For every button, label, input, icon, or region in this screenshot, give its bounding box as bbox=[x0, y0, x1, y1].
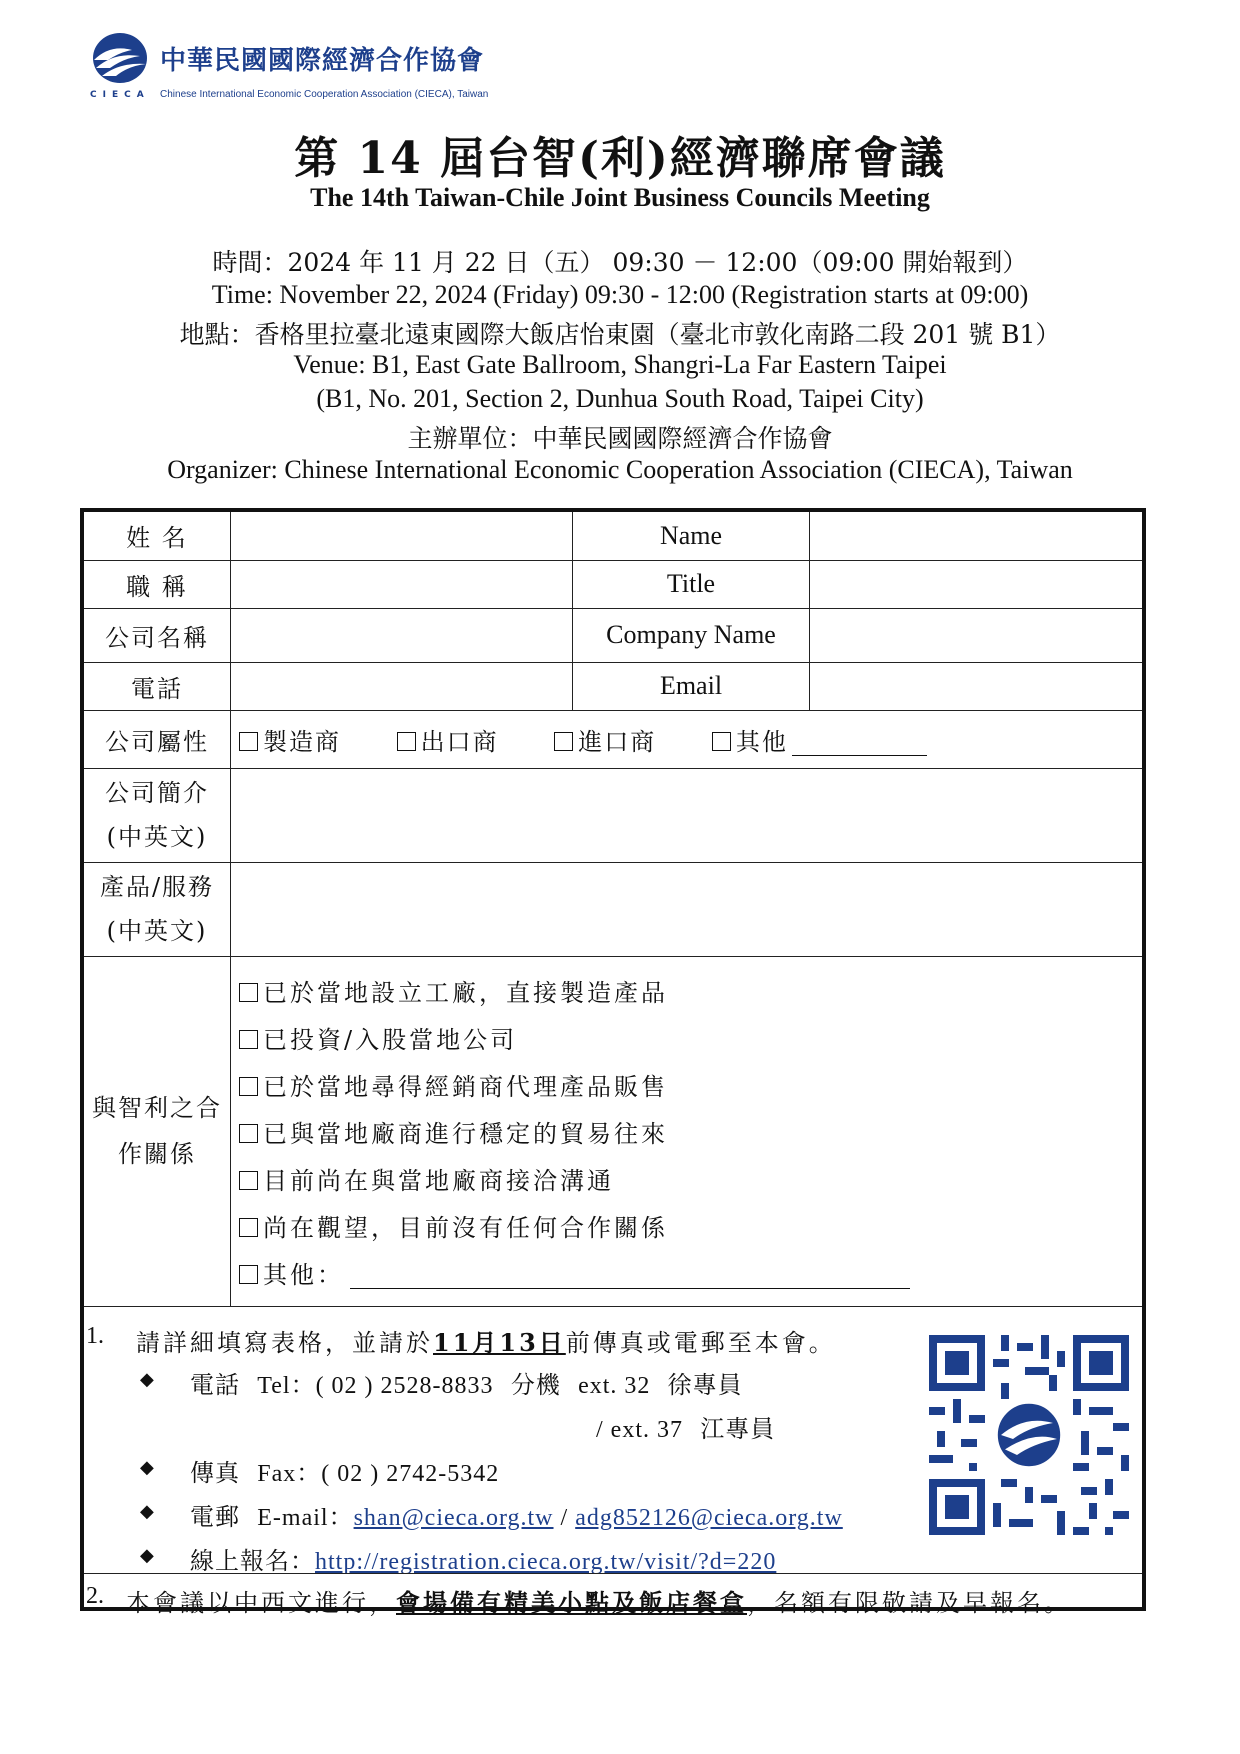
cieca-wave-icon bbox=[90, 30, 152, 86]
checkbox[interactable] bbox=[712, 732, 731, 751]
email-link-shan[interactable]: shan@cieca.org.tw bbox=[353, 1504, 554, 1531]
checkbox[interactable] bbox=[239, 732, 258, 751]
title-zh-label: 職 稱 bbox=[82, 560, 231, 608]
products-label: 產品/服務 (中英文) bbox=[82, 862, 231, 956]
name-en-label: Name bbox=[573, 510, 810, 560]
relation-option-stable-trade[interactable]: 已與當地廠商進行穩定的貿易往來 bbox=[239, 1114, 1134, 1149]
note-2: 本會議以中西文進行，會場備有精美小點及飯店餐盒，名額有限敬請及早報名。 bbox=[126, 1587, 1071, 1617]
contact-tel: 電話 Tel：( 02 ) 2528-8833 分機 ext. 32 徐專員 bbox=[190, 1370, 743, 1399]
checkbox[interactable] bbox=[239, 1077, 258, 1096]
registration-link[interactable]: http://registration.cieca.org.tw/visit/?d=220 bbox=[315, 1548, 777, 1575]
relation-option-negotiating[interactable]: 目前尚在與當地廠商接洽溝通 bbox=[239, 1161, 1134, 1196]
organizer-en: Organizer: Chinese International Economic Cooperation Association (CIECA), Taiwan bbox=[167, 455, 1073, 484]
note-1: 請詳細填寫表格，並請於11月13日前傳真或電郵至本會。 bbox=[136, 1327, 836, 1357]
relation-other-blank[interactable] bbox=[350, 1266, 910, 1289]
phone-field[interactable] bbox=[231, 662, 573, 710]
notes-divider bbox=[84, 1573, 1142, 1574]
notes-section bbox=[82, 1306, 1144, 1617]
note-2-number: 2. bbox=[86, 1582, 104, 1609]
qr-code-icon[interactable] bbox=[929, 1335, 1129, 1535]
checkbox[interactable] bbox=[554, 732, 573, 751]
logo-abbr: CIECA bbox=[90, 90, 150, 100]
page-title-en: The 14th Taiwan-Chile Joint Business Councils Meeting bbox=[310, 183, 930, 212]
products-field[interactable] bbox=[231, 862, 1145, 956]
organizer-zh: 主辦單位：中華民國國際經濟合作協會 bbox=[407, 424, 833, 453]
bullet-diamond-icon: ◆ bbox=[140, 1544, 154, 1566]
relation-option-other[interactable]: 其他： bbox=[239, 1255, 1134, 1290]
attr-option-other[interactable]: 其他 bbox=[712, 728, 788, 756]
name-zh-label: 姓 名 bbox=[82, 510, 231, 560]
attr-other-blank[interactable] bbox=[792, 735, 927, 756]
contact-email: 電郵 E-mail：shan@cieca.org.tw / adg852126@cieca.org.tw bbox=[190, 1502, 843, 1531]
venue-en-line1: Venue: B1, East Gate Ballroom, Shangri-La Far Eastern Taipei bbox=[293, 350, 947, 379]
chile-relation-label: 與智利之合 作關係 bbox=[82, 956, 231, 1306]
bullet-diamond-icon: ◆ bbox=[140, 1456, 154, 1478]
contact-tel-ext2: / ext. 37 江專員 bbox=[596, 1414, 776, 1443]
contact-fax: 傳真 Fax：( 02 ) 2742-5342 bbox=[190, 1458, 500, 1487]
title-en-field[interactable] bbox=[810, 560, 1145, 608]
relation-option-distributor[interactable]: 已於當地尋得經銷商代理產品販售 bbox=[239, 1067, 1134, 1102]
deadline-date: 11月13日 bbox=[433, 1327, 566, 1357]
relation-option-investment[interactable]: 已投資/入股當地公司 bbox=[239, 1020, 1134, 1055]
title-zh-field[interactable] bbox=[231, 560, 573, 608]
page-title-zh: 第 14 屆台智(利)經濟聯席會議 bbox=[294, 133, 946, 184]
relation-option-factory[interactable]: 已於當地設立工廠，直接製造產品 bbox=[239, 973, 1134, 1008]
attr-option-importer[interactable]: 進口商 bbox=[554, 728, 656, 756]
time-en: Time: November 22, 2024 (Friday) 09:30 - 12:00 (Registration starts at 09:00) bbox=[211, 280, 1029, 309]
company-attribute-options bbox=[231, 710, 1145, 768]
bullet-diamond-icon: ◆ bbox=[140, 1368, 154, 1390]
company-en-label: Company Name bbox=[573, 608, 810, 662]
company-profile-label: 公司簡介 (中英文) bbox=[82, 768, 231, 862]
phone-label: 電話 bbox=[82, 662, 231, 710]
title-en-label: Title bbox=[573, 560, 810, 608]
company-profile-field[interactable] bbox=[231, 768, 1145, 862]
checkbox[interactable] bbox=[239, 1218, 258, 1237]
note-2-highlight: 會場備有精美小點及飯店餐盒 bbox=[396, 1587, 747, 1617]
logo-name-zh: 中華民國國際經濟合作協會 bbox=[160, 46, 485, 76]
checkbox[interactable] bbox=[397, 732, 416, 751]
company-zh-label: 公司名稱 bbox=[82, 608, 231, 662]
online-registration: 線上報名：http://registration.cieca.org.tw/visit/?d=220 bbox=[190, 1546, 777, 1575]
email-field[interactable] bbox=[810, 662, 1145, 710]
registration-form bbox=[80, 508, 1146, 1617]
logo-name-en: Chinese International Economic Cooperation Association (CIECA), Taiwan bbox=[160, 89, 489, 100]
bullet-diamond-icon: ◆ bbox=[140, 1500, 154, 1522]
attr-option-exporter[interactable]: 出口商 bbox=[397, 728, 499, 756]
chile-relation-options bbox=[231, 956, 1145, 1306]
note-1-number: 1. bbox=[86, 1322, 104, 1349]
email-label: Email bbox=[573, 662, 810, 710]
checkbox[interactable] bbox=[239, 1124, 258, 1143]
name-en-field[interactable] bbox=[810, 510, 1145, 560]
venue-en-line2: (B1, No. 201, Section 2, Dunhua South Road, Taipei City) bbox=[316, 384, 924, 413]
company-en-field[interactable] bbox=[810, 608, 1145, 662]
name-zh-field[interactable] bbox=[231, 510, 573, 560]
relation-option-observing[interactable]: 尚在觀望，目前沒有任何合作關係 bbox=[239, 1208, 1134, 1243]
checkbox[interactable] bbox=[239, 1171, 258, 1190]
venue-zh: 地點：香格里拉臺北遠東國際大飯店怡東園（臺北市敦化南路二段 201 號 B1） bbox=[179, 320, 1061, 349]
cieca-logo bbox=[90, 30, 490, 105]
checkbox[interactable] bbox=[239, 983, 258, 1002]
company-attribute-label: 公司屬性 bbox=[82, 710, 231, 768]
time-zh: 時間：2024 年 11 月 22 日（五） 09:30 － 12:00（09:00 開始報到） bbox=[212, 248, 1028, 277]
email-link-adg[interactable]: adg852126@cieca.org.tw bbox=[575, 1504, 843, 1531]
checkbox[interactable] bbox=[239, 1030, 258, 1049]
checkbox[interactable] bbox=[239, 1265, 258, 1284]
company-zh-field[interactable] bbox=[231, 608, 573, 662]
attr-option-manufacturer[interactable]: 製造商 bbox=[239, 728, 341, 756]
